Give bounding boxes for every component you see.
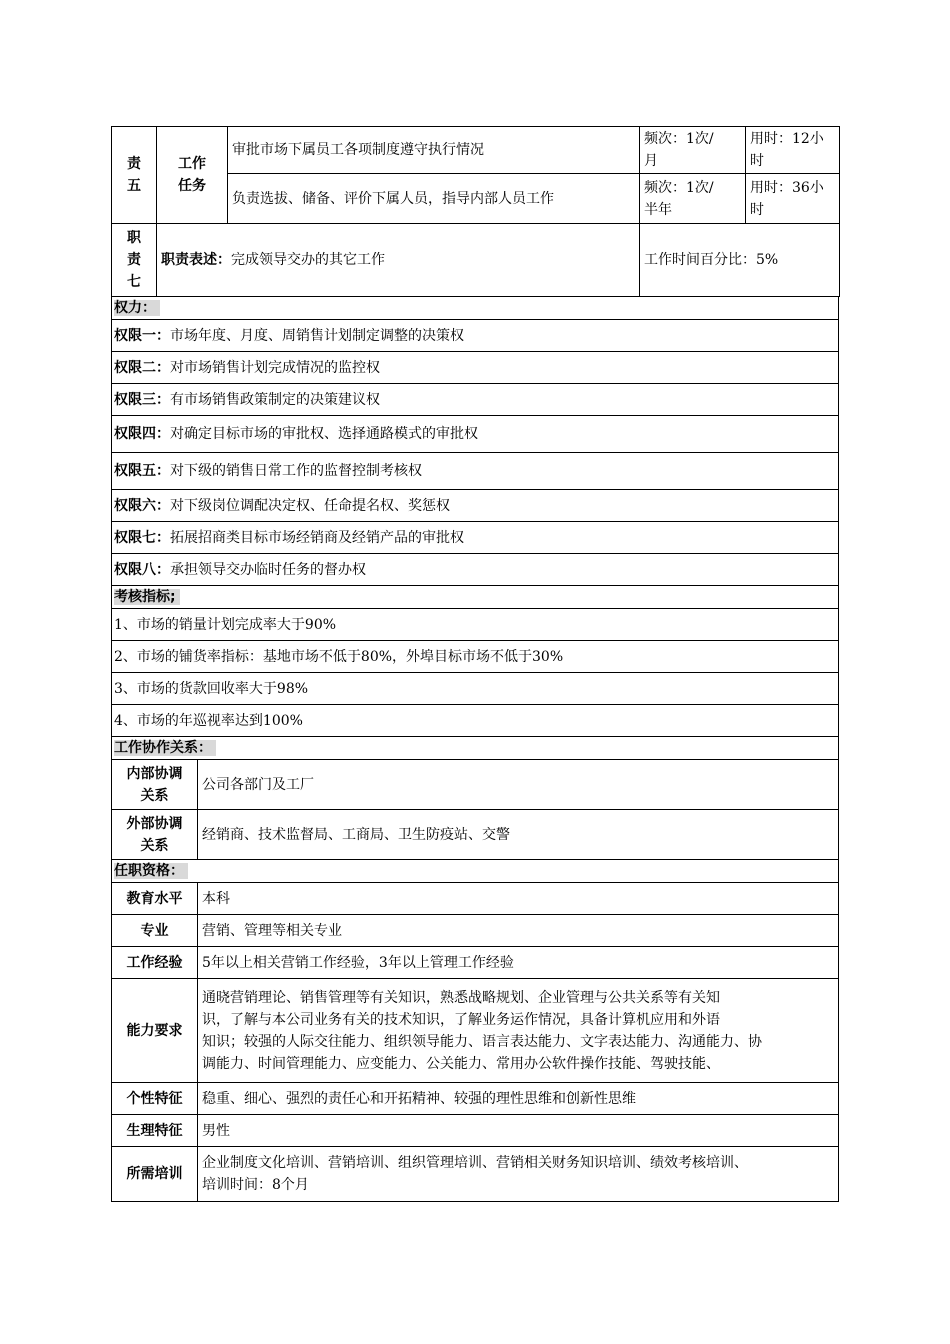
kpi-item: 3、市场的货款回收率大于98% xyxy=(112,673,839,705)
duty5-task-1-text: 审批市场下属员工各项制度遵守执行情况 xyxy=(228,127,640,174)
experience-value: 5年以上相关营销工作经验，3年以上管理工作经验 xyxy=(198,947,839,979)
duty5-task-1-frequency: 频次：1次/ 月 xyxy=(640,127,746,174)
cooperation-heading-row xyxy=(112,737,839,760)
personality-value: 稳重、细心、强烈的责任心和开拓精神、较强的理性思维和创新性思维 xyxy=(198,1083,839,1115)
internal-coordination-label: 内部协调 关系 xyxy=(112,760,198,810)
duty5-label: 责 五 xyxy=(112,127,157,224)
authority-item: 权限六：对下级岗位调配决定权、任命提名权、奖惩权 xyxy=(112,490,839,522)
training-row xyxy=(112,1147,839,1202)
duty7-row xyxy=(112,224,840,297)
authority-item: 权限八：承担领导交办临时任务的督办权 xyxy=(112,554,839,586)
kpi-item: 4、市场的年巡视率达到100% xyxy=(112,705,839,737)
duty5-task-2-hours: 用时：36小 时 xyxy=(746,174,840,224)
kpi-table xyxy=(111,585,839,737)
duty5-task-1-hours: 用时：12小 时 xyxy=(746,127,840,174)
duty5-category: 工作 任务 xyxy=(157,127,228,224)
job-description-document xyxy=(111,126,839,1202)
authority-table xyxy=(111,296,839,586)
personality-label: 个性特征 xyxy=(112,1083,198,1115)
duty5-task-2-text: 负责选拔、储备、评价下属人员，指导内部人员工作 xyxy=(228,174,640,224)
authority-heading: 权力： xyxy=(114,300,160,316)
authority-heading-row xyxy=(112,297,839,320)
authority-item: 权限五：对下级的销售日常工作的监督控制考核权 xyxy=(112,453,839,490)
authority-item: 权限四：对确定目标市场的审批权、选择通路模式的审批权 xyxy=(112,416,839,453)
kpi-item: 2、市场的铺货率指标：基地市场不低于80%，外埠目标市场不低于30% xyxy=(112,641,839,673)
external-coordination-row xyxy=(112,810,839,860)
qualification-heading: 任职资格： xyxy=(114,863,188,879)
qualification-heading-row xyxy=(112,860,839,883)
cooperation-heading: 工作协作关系： xyxy=(114,740,216,756)
training-label: 所需培训 xyxy=(112,1147,198,1202)
internal-coordination-row xyxy=(112,760,839,810)
education-label: 教育水平 xyxy=(112,883,198,915)
education-row xyxy=(112,883,839,915)
personality-row xyxy=(112,1083,839,1115)
duty7-label: 职 责 七 xyxy=(112,224,157,297)
ability-label: 能力要求 xyxy=(112,979,198,1083)
external-coordination-label: 外部协调 关系 xyxy=(112,810,198,860)
duty5-task-2-frequency: 频次：1次/ 半年 xyxy=(640,174,746,224)
kpi-heading: 考核指标; xyxy=(114,589,180,605)
duty7-time-percentage: 工作时间百分比：5% xyxy=(640,224,840,297)
experience-row xyxy=(112,947,839,979)
qualification-table xyxy=(111,859,839,1202)
authority-item: 权限七：拓展招商类目标市场经销商及经销产品的审批权 xyxy=(112,522,839,554)
physical-label: 生理特征 xyxy=(112,1115,198,1147)
ability-row xyxy=(112,979,839,1083)
authority-item: 权限三：有市场销售政策制定的决策建议权 xyxy=(112,384,839,416)
major-row xyxy=(112,915,839,947)
kpi-heading-row xyxy=(112,586,839,609)
duty7-description: 职责表述：完成领导交办的其它工作 xyxy=(157,224,640,297)
authority-item: 权限一：市场年度、月度、周销售计划制定调整的决策权 xyxy=(112,320,839,352)
education-value: 本科 xyxy=(198,883,839,915)
physical-value: 男性 xyxy=(198,1115,839,1147)
authority-item: 权限二：对市场销售计划完成情况的监控权 xyxy=(112,352,839,384)
physical-row xyxy=(112,1115,839,1147)
major-label: 专业 xyxy=(112,915,198,947)
experience-label: 工作经验 xyxy=(112,947,198,979)
duties-table xyxy=(111,126,840,297)
ability-value: 通晓营销理论、销售管理等有关知识，熟悉战略规划、企业管理与公共关系等有关知 识，了解与本公司业务有关的技术知识，了解业务运作情况，具备计算机应用和外语 知识；较强的人际交往能力、组织领导能力、语言表达能力、文字表达能力、沟通能力、协 调能力、时间管理能力、应变能力、公关能力、常用办公软件操作技能、驾驶技能、 xyxy=(198,979,839,1083)
training-value: 企业制度文化培训、营销培训、组织管理培训、营销相关财务知识培训、绩效考核培训、 培训时间：8个月 xyxy=(198,1147,839,1202)
kpi-item: 1、市场的销量计划完成率大于90% xyxy=(112,609,839,641)
internal-coordination-value: 公司各部门及工厂 xyxy=(198,760,839,810)
cooperation-table xyxy=(111,736,839,860)
duty5-task-row xyxy=(112,127,840,174)
external-coordination-value: 经销商、技术监督局、工商局、卫生防疫站、交警 xyxy=(198,810,839,860)
major-value: 营销、管理等相关专业 xyxy=(198,915,839,947)
